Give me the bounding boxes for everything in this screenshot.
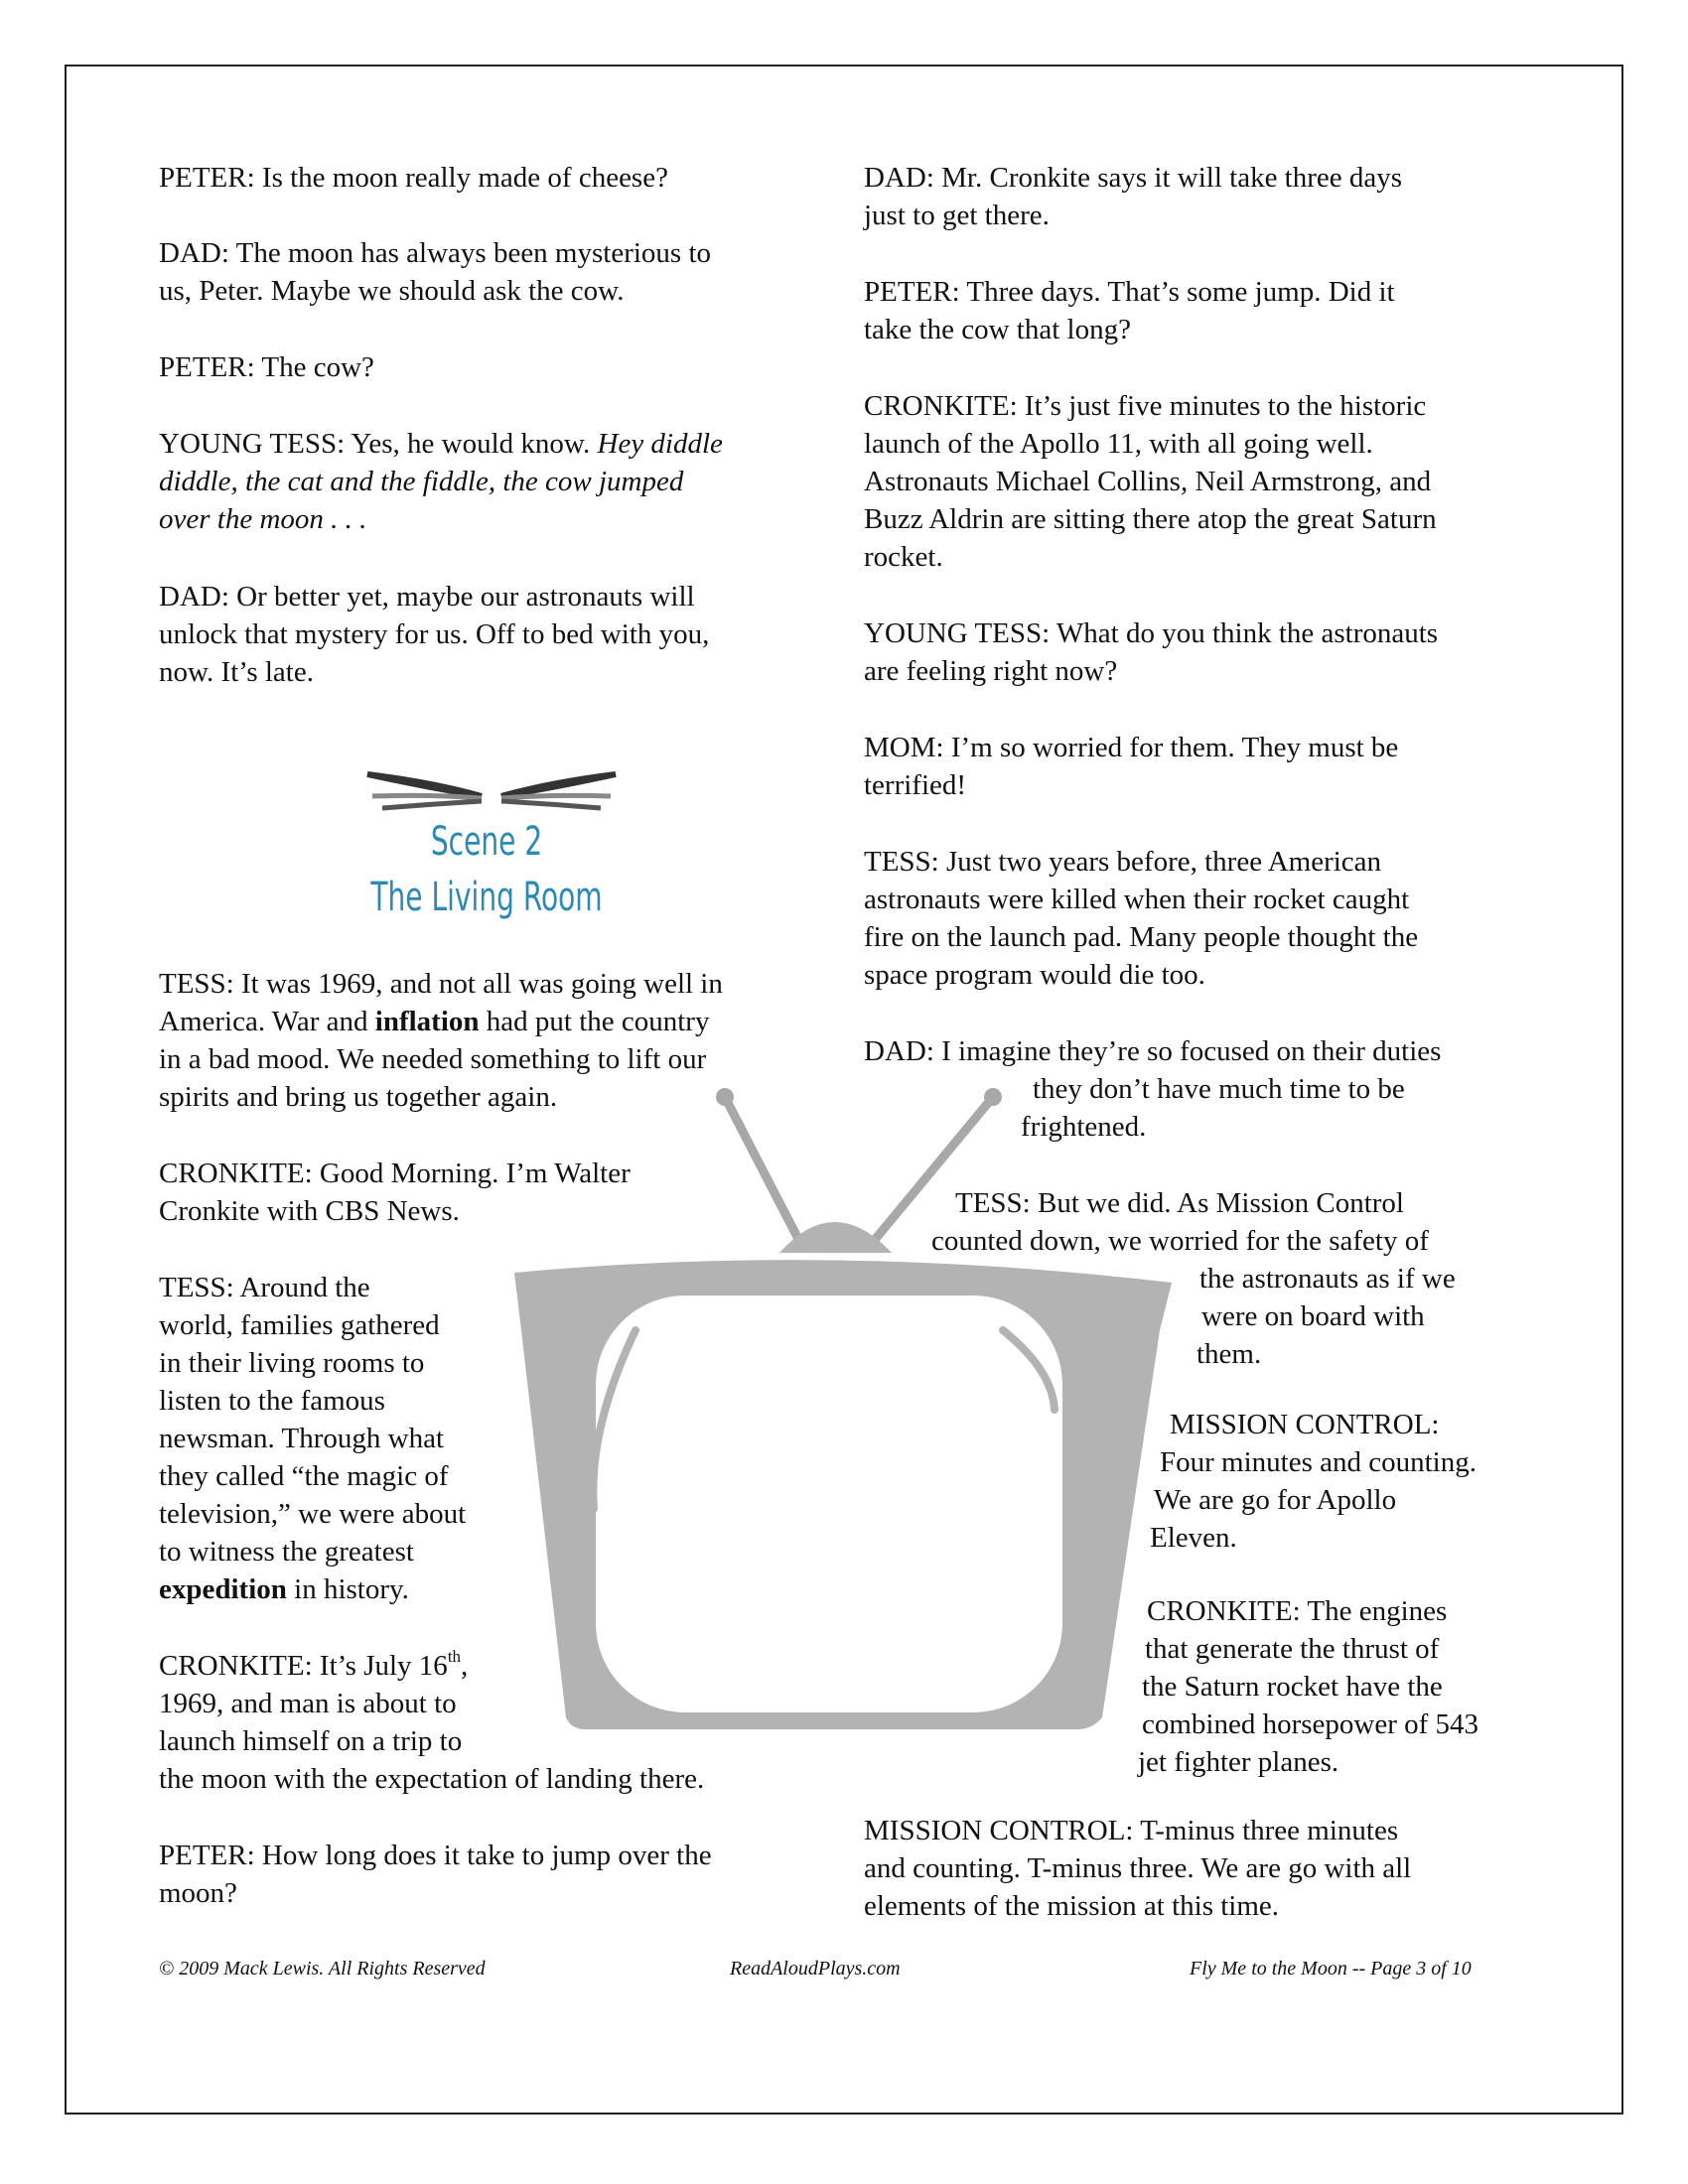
line-tess-3: world, families gathered xyxy=(159,1309,440,1341)
right-line: that generate the thrust of xyxy=(1145,1633,1440,1665)
line-tess-3-end: expedition in history. xyxy=(159,1573,409,1605)
line-cronkite-2c: launch himself on a trip to xyxy=(159,1725,463,1757)
right-line: MOM: I’m so worried for them. They must be xyxy=(864,732,1399,763)
right-line: CRONKITE: It’s just five minutes to the historic xyxy=(864,390,1427,422)
line-tess-2a: TESS: It was 1969, and not all was going well in xyxy=(159,968,723,1000)
right-line: DAD: I imagine they’re so focused on their duties xyxy=(864,1035,1442,1067)
line-tess-2c: in a bad mood. We needed something to lift our xyxy=(159,1043,707,1075)
line-cronkite-2b: 1969, and man is about to xyxy=(159,1688,457,1719)
scene-number: Scene 2 xyxy=(430,819,543,865)
right-line: We are go for Apollo xyxy=(1154,1484,1397,1516)
line-cronkite-1a: CRONKITE: Good Morning. I’m Walter xyxy=(159,1158,631,1189)
right-line: Four minutes and counting. xyxy=(1160,1446,1477,1478)
line-peter-3b: moon? xyxy=(159,1877,237,1909)
right-line: MISSION CONTROL: T-minus three minutes xyxy=(864,1815,1399,1846)
right-line: YOUNG TESS: What do you think the astronauts xyxy=(864,617,1439,649)
footer-copyright: © 2009 Mack Lewis. All Rights Reserved xyxy=(159,1958,486,1979)
line-dad-1b: us, Peter. Maybe we should ask the cow. xyxy=(159,275,625,307)
line-young-tess-1a: YOUNG TESS: Yes, he would know. Hey diddle xyxy=(159,428,723,460)
line-peter-2: PETER: The cow? xyxy=(159,351,374,383)
right-line: just to get there. xyxy=(864,200,1050,231)
right-line: them. xyxy=(1196,1338,1262,1370)
right-line: are feeling right now? xyxy=(864,655,1118,687)
line-tess-3: television,” we were about xyxy=(159,1498,467,1530)
right-line: CRONKITE: The engines xyxy=(1147,1595,1448,1627)
right-line: Buzz Aldrin are sitting there atop the great Saturn xyxy=(864,503,1437,535)
line-young-tess-1b: diddle, the cat and the fiddle, the cow jumped xyxy=(159,466,684,497)
line-cronkite-1b: Cronkite with CBS News. xyxy=(159,1195,460,1227)
line-cronkite-2a: CRONKITE: It’s July 16th, xyxy=(159,1647,469,1682)
line-tess-3: listen to the famous xyxy=(159,1385,385,1417)
right-line: PETER: Three days. That’s some jump. Did it xyxy=(864,276,1395,308)
line-dad-2a: DAD: Or better yet, maybe our astronauts will xyxy=(159,581,695,613)
right-line: launch of the Apollo 11, with all going well. xyxy=(864,428,1373,460)
footer-site: ReadAloudPlays.com xyxy=(730,1958,901,1979)
line-dad-2b: unlock that mystery for us. Off to bed with you, xyxy=(159,618,710,650)
line-tess-3: newsman. Through what xyxy=(159,1423,444,1454)
line-tess-2b: America. War and inflation had put the country xyxy=(159,1006,710,1037)
right-line: DAD: Mr. Cronkite says it will take three days xyxy=(864,162,1403,194)
line-dad-1a: DAD: The moon has always been mysterious to xyxy=(159,237,712,269)
line-tess-3: to witness the greatest xyxy=(159,1536,414,1568)
right-line: frightened. xyxy=(1021,1111,1147,1143)
line-cronkite-2d: the moon with the expectation of landing there. xyxy=(159,1763,705,1795)
right-line: take the cow that long? xyxy=(864,314,1131,345)
line-young-tess-1c: over the moon . . . xyxy=(159,503,367,535)
scene-location: The Living Room xyxy=(370,875,603,920)
right-line: space program would die too. xyxy=(864,959,1205,991)
line-peter-3a: PETER: How long does it take to jump over the xyxy=(159,1840,712,1871)
right-line: they don’t have much time to be xyxy=(1033,1073,1405,1105)
right-line: TESS: But we did. As Mission Control xyxy=(955,1187,1404,1219)
right-line: elements of the mission at this time. xyxy=(864,1890,1280,1922)
line-dad-2c: now. It’s late. xyxy=(159,656,314,688)
line-tess-2d: spirits and bring us together again. xyxy=(159,1081,558,1113)
right-line: the astronauts as if we xyxy=(1199,1263,1456,1295)
right-line: fire on the launch pad. Many people thought the xyxy=(864,921,1419,953)
right-line: MISSION CONTROL: xyxy=(1170,1409,1440,1440)
line-tess-3: TESS: Around the xyxy=(159,1272,370,1303)
right-line: counted down, we worried for the safety of xyxy=(931,1225,1429,1257)
right-line: combined horsepower of 543 xyxy=(1142,1708,1479,1740)
right-line: astronauts were killed when their rocket caught xyxy=(864,884,1410,915)
scene-heading xyxy=(362,814,611,925)
scene-ornament-icon xyxy=(362,766,621,816)
right-line: terrified! xyxy=(864,769,967,801)
right-line: were on board with xyxy=(1201,1300,1425,1332)
line-tess-3: they called “the magic of xyxy=(159,1460,449,1492)
right-line: and counting. T-minus three. We are go with all xyxy=(864,1852,1412,1884)
right-line: jet fighter planes. xyxy=(1138,1746,1339,1778)
line-tess-3: in their living rooms to xyxy=(159,1347,425,1379)
right-line: TESS: Just two years before, three American xyxy=(864,846,1382,878)
right-line: Astronauts Michael Collins, Neil Armstrong, and xyxy=(864,466,1432,497)
right-line: Eleven. xyxy=(1150,1522,1237,1554)
right-line: the Saturn rocket have the xyxy=(1142,1671,1443,1703)
footer-page-number: Fly Me to the Moon -- Page 3 of 10 xyxy=(1190,1958,1472,1979)
line-peter-1: PETER: Is the moon really made of cheese? xyxy=(159,162,668,194)
right-line: rocket. xyxy=(864,541,943,573)
